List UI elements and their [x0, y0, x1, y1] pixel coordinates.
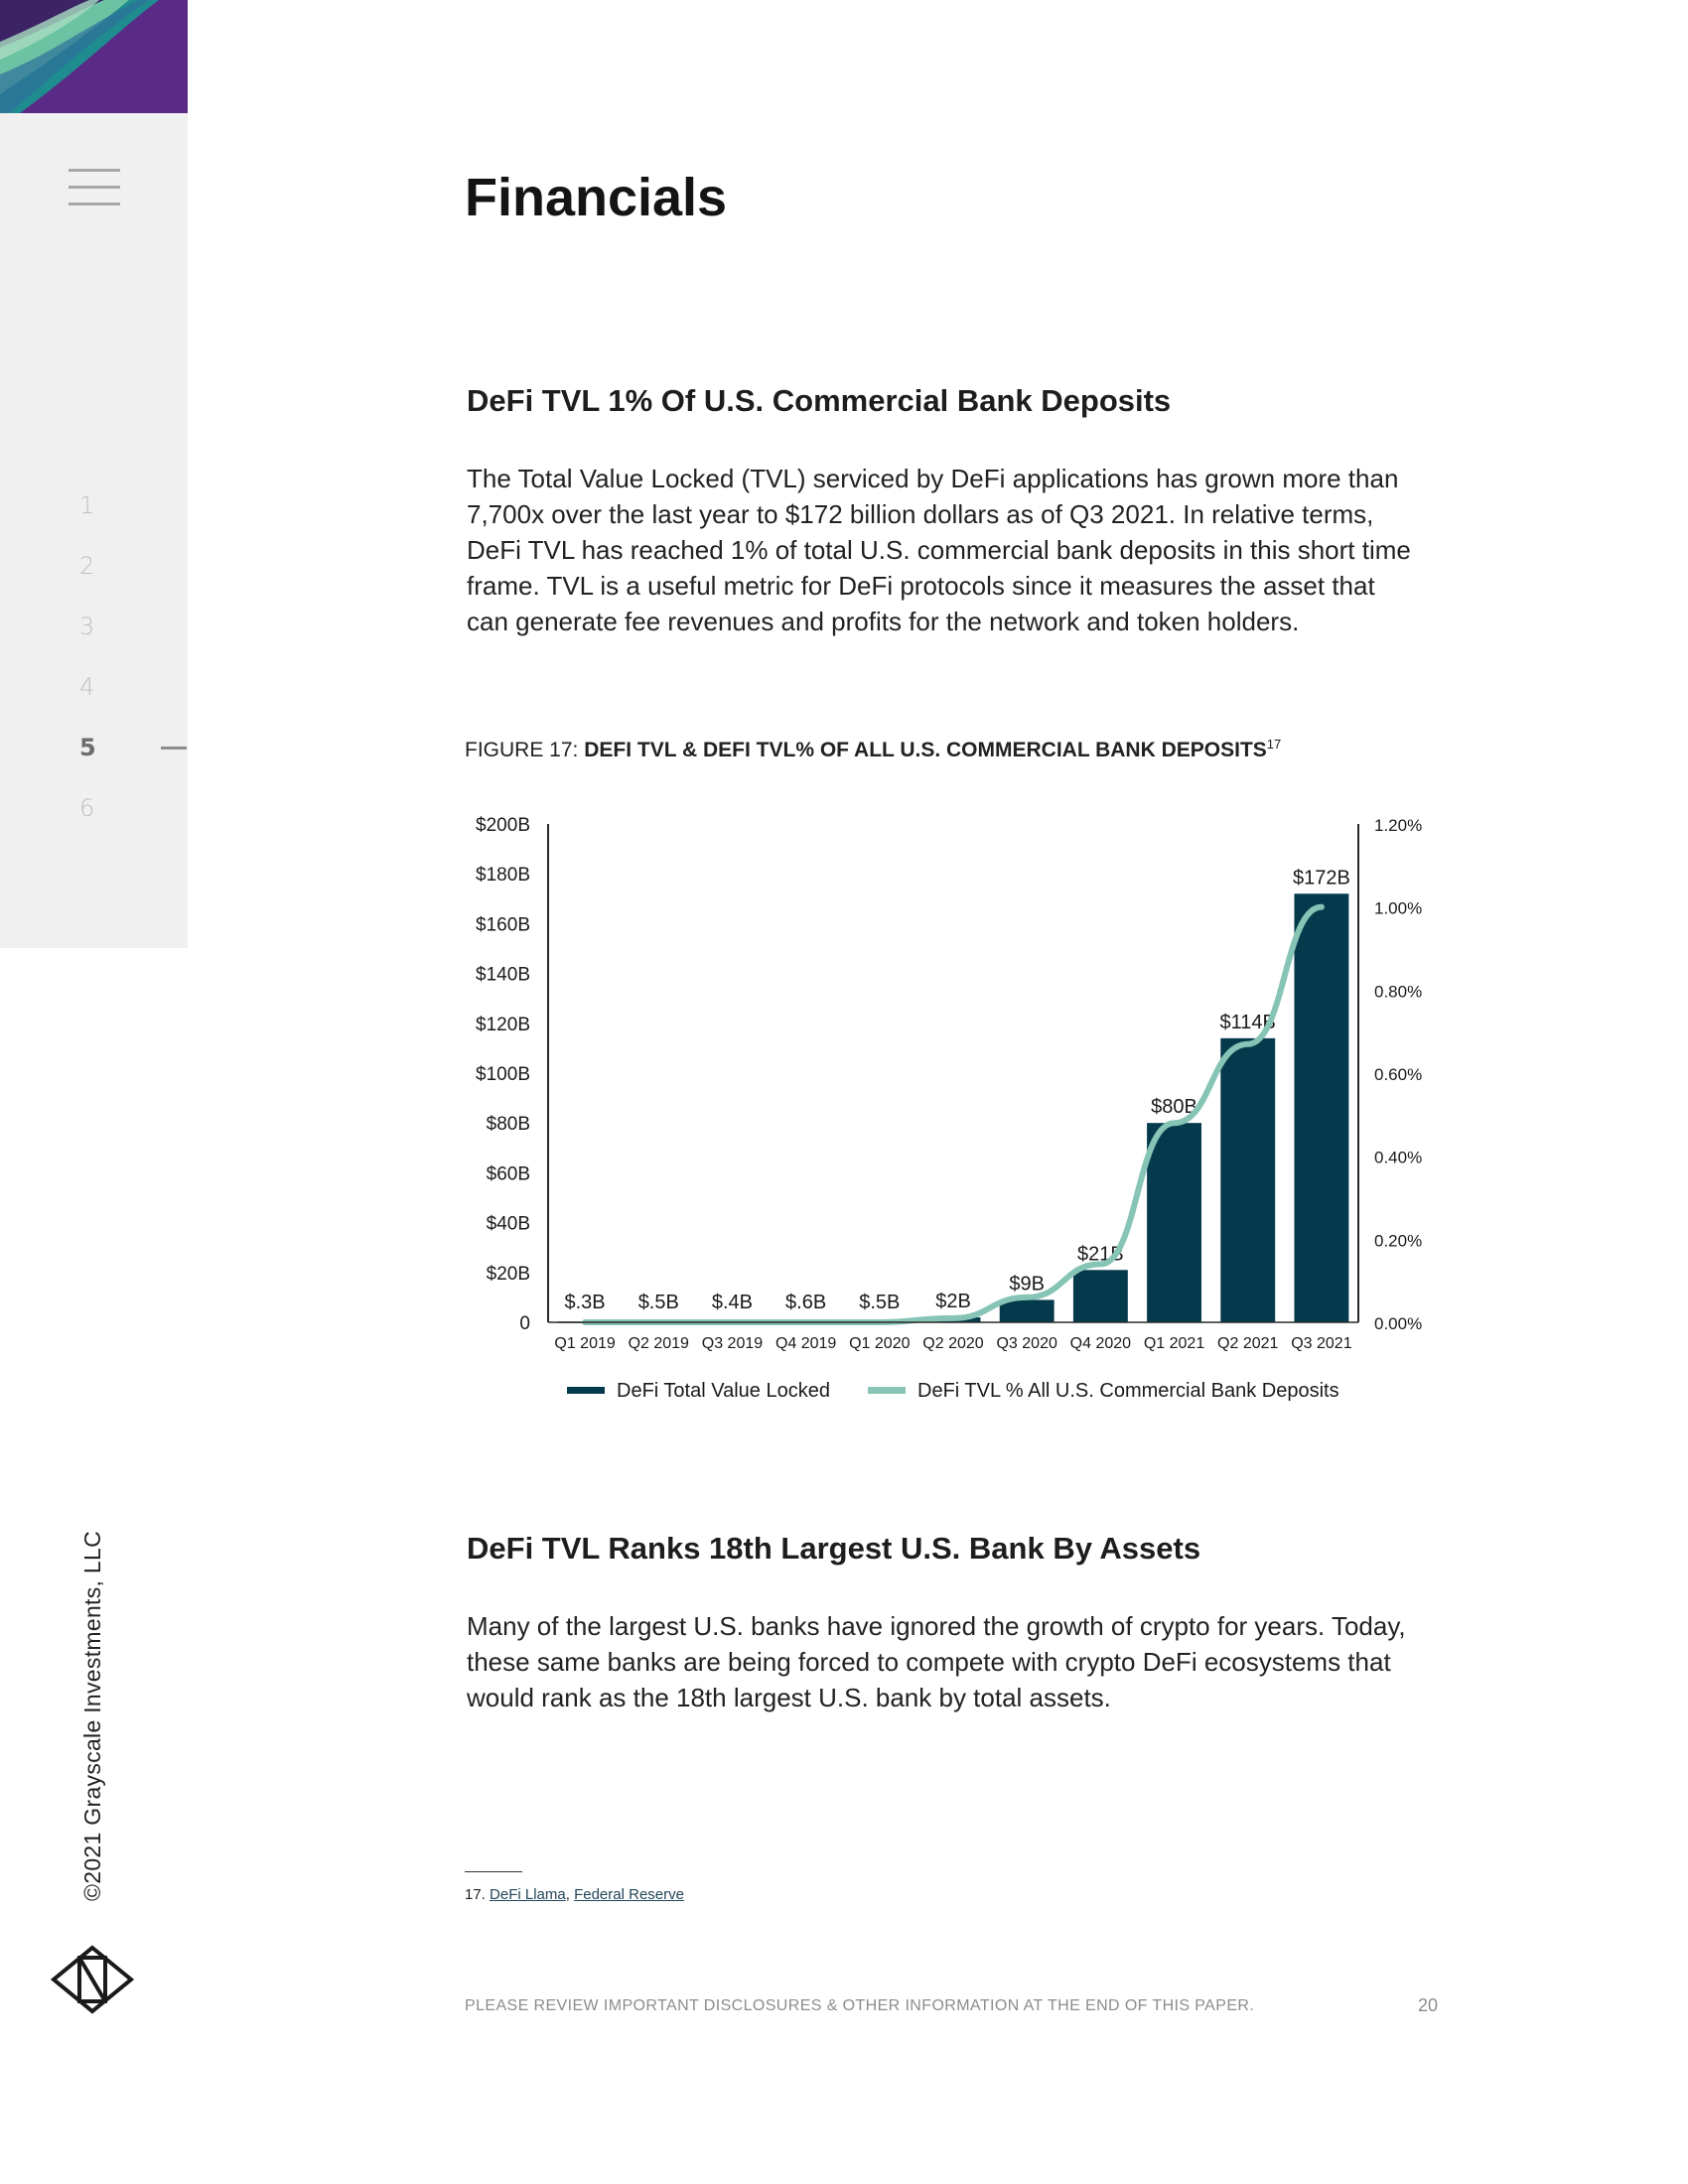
- chart-legend: [567, 1380, 1339, 1402]
- x-tick-label: Q3 2019: [701, 1335, 764, 1352]
- nav-item-1[interactable]: [79, 491, 189, 552]
- tvl-bar: [1000, 1299, 1055, 1322]
- nav-item-label: 5: [79, 734, 96, 761]
- nav-item-label: 2: [79, 552, 95, 580]
- nav-item-4[interactable]: [79, 673, 189, 734]
- line-series: [585, 907, 1322, 1323]
- legend-label-percent: DeFi TVL % All U.S. Commercial Bank Deposits: [917, 1380, 1339, 1402]
- x-tick-label: Q1 2020: [849, 1335, 911, 1352]
- right-y-tick-label: 0.80%: [1374, 982, 1423, 1002]
- nav-item-5[interactable]: [79, 734, 189, 794]
- menu-icon[interactable]: [69, 169, 120, 208]
- tvl-bar-label: $.4B: [711, 1292, 754, 1313]
- left-y-tick-label: $200B: [476, 815, 530, 836]
- tvl-bar-label: $9B: [1009, 1273, 1045, 1296]
- tvl-bar-label: $.5B: [859, 1292, 901, 1313]
- tvl-bar-label: $21B: [1077, 1243, 1124, 1266]
- left-y-tick-label: $120B: [476, 1014, 530, 1035]
- footnote-number: 17.: [465, 1886, 486, 1903]
- x-tick-label: Q4 2019: [774, 1335, 837, 1352]
- x-tick-label: Q4 2020: [1069, 1335, 1132, 1352]
- bar-series: [558, 867, 1350, 1322]
- tvl-bar-label: $114B: [1219, 1011, 1276, 1033]
- section-body-rank: Many of the largest U.S. banks have ignored the growth of crypto for years. Today, these same banks are being forced to compete with crypto DeFi ecosystems that would rank as the 18th largest U.S. bank by total assets.: [467, 1611, 1406, 1712]
- nav-item-label: 4: [79, 673, 95, 701]
- left-y-tick-label: $80B: [486, 1114, 530, 1136]
- x-tick-label: Q2 2019: [628, 1335, 689, 1352]
- disclaimer: PLEASE REVIEW IMPORTANT DISCLOSURES & OTHER INFORMATION AT THE END OF THIS PAPER.: [465, 1997, 1255, 2014]
- left-y-tick-label: $160B: [476, 914, 530, 936]
- x-tick-label: Q3 2021: [1291, 1335, 1352, 1352]
- tvl-bar-label: $80B: [1151, 1096, 1197, 1119]
- right-y-tick-label: 1.00%: [1374, 898, 1423, 918]
- legend-label-tvl: DeFi Total Value Locked: [617, 1380, 830, 1402]
- section-body-tvl: The Total Value Locked (TVL) serviced by DeFi applications has grown more than 7,700x over the last year to $172 billion dollars as of Q3 2021. In relative terms, DeFi TVL has reached 1% of total U.S. commercial bank deposits in this short time frame. TVL is a useful metric for DeFi protocols since it measures the asset that can generate fee revenues and profits for the network and token holders.: [467, 464, 1411, 636]
- left-y-tick-label: $20B: [486, 1263, 530, 1285]
- nav-item-label: 1: [79, 491, 95, 519]
- left-y-tick-label: $140B: [476, 964, 530, 986]
- tvl-bar: [1073, 1270, 1128, 1322]
- right-y-tick-label: 0.40%: [1374, 1148, 1423, 1167]
- nav-item-label: 3: [79, 613, 95, 640]
- sidebar: [0, 0, 188, 948]
- tvl-bar-label: $.5B: [637, 1292, 679, 1313]
- copyright-text: ©2021 Grayscale Investments, LLC: [79, 1531, 105, 1901]
- x-tick-label: Q2 2021: [1217, 1335, 1279, 1352]
- tvl-bar: [1220, 1038, 1275, 1322]
- tvl-bar: [1294, 893, 1348, 1322]
- footnote: [465, 1886, 684, 1903]
- section-heading-rank: DeFi TVL Ranks 18th Largest U.S. Bank By Assets: [467, 1531, 1201, 1566]
- left-y-tick-label: $40B: [486, 1213, 530, 1235]
- x-tick-label: Q1 2021: [1143, 1335, 1205, 1352]
- figure-ref: 17: [1266, 737, 1282, 751]
- nav-item-label: 6: [79, 794, 95, 822]
- x-tick-label: Q2 2020: [922, 1335, 984, 1352]
- left-y-tick-label: 0: [519, 1313, 530, 1334]
- right-y-tick-label: 0.20%: [1374, 1231, 1423, 1251]
- left-y-tick-label: $60B: [486, 1163, 530, 1185]
- section-heading-tvl: DeFi TVL 1% Of U.S. Commercial Bank Deposits: [467, 383, 1172, 418]
- figure-label: FIGURE 17:: [465, 739, 585, 761]
- x-axis-labels: [548, 1322, 1358, 1352]
- footnote-rule: [465, 1871, 522, 1872]
- nav-item-3[interactable]: [79, 613, 189, 673]
- footnote-link-defi-llama[interactable]: DeFi Llama: [490, 1886, 566, 1903]
- figure-caption: [465, 737, 1281, 762]
- right-y-axis: [1358, 816, 1422, 1333]
- corner-artwork: [0, 0, 188, 113]
- tvl-bar-label: $172B: [1292, 867, 1350, 889]
- figure-title: DEFI TVL & DEFI TVL% OF ALL U.S. COMMERCIAL BANK DEPOSITS: [584, 739, 1267, 761]
- legend-swatch-tvl: [567, 1387, 605, 1394]
- left-y-axis: [476, 815, 548, 1334]
- footnote-separator: ,: [565, 1886, 570, 1903]
- section-nav: [79, 491, 189, 855]
- tvl-percent-line: [585, 907, 1322, 1322]
- right-y-tick-label: 0.00%: [1374, 1314, 1423, 1333]
- tvl-bar-label: $2B: [935, 1290, 971, 1312]
- tvl-bar: [1147, 1123, 1201, 1322]
- page-number: 20: [1418, 1995, 1439, 2015]
- nav-item-6[interactable]: [79, 794, 189, 855]
- active-indicator: [161, 747, 187, 750]
- tvl-bar-label: $.3B: [564, 1292, 606, 1313]
- tvl-bar-label: $.6B: [785, 1292, 827, 1313]
- left-y-tick-label: $100B: [476, 1064, 530, 1085]
- x-tick-label: Q1 2019: [554, 1335, 616, 1352]
- nav-item-2[interactable]: [79, 552, 189, 613]
- x-tick-label: Q3 2020: [996, 1335, 1057, 1352]
- right-y-tick-label: 0.60%: [1374, 1065, 1423, 1084]
- tvl-chart: [437, 804, 1470, 1439]
- left-y-tick-label: $180B: [476, 865, 530, 887]
- grayscale-logo-icon: [50, 1944, 135, 2015]
- page-title: Financials: [465, 168, 728, 227]
- legend-swatch-percent: [868, 1387, 906, 1394]
- right-y-tick-label: 1.20%: [1374, 816, 1423, 835]
- footnote-link-federal-reserve[interactable]: Federal Reserve: [574, 1886, 684, 1903]
